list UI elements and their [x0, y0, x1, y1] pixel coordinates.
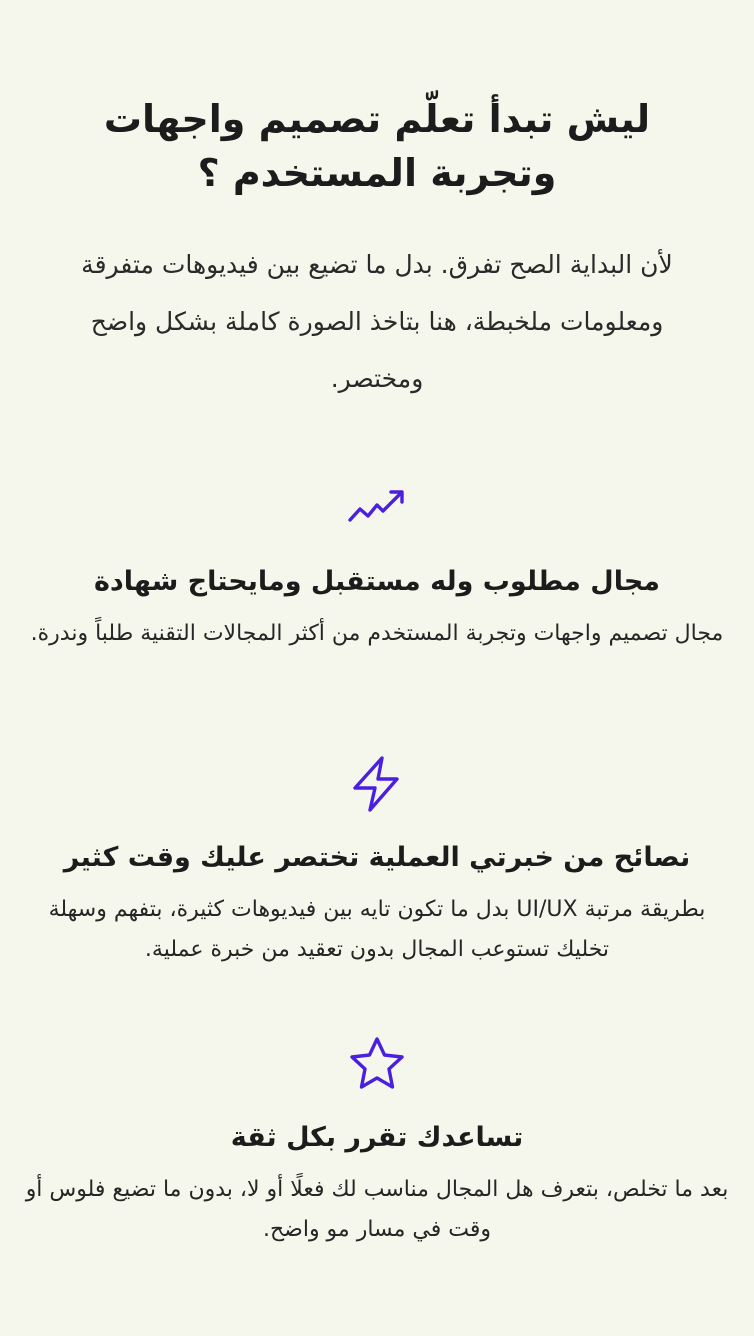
trending-up-icon	[347, 476, 407, 536]
feature-description: بطريقة مرتبة UI/UX بدل ما تكون تايه بين فيديوهات كثيرة، بتفهم وسهلة تخليك تستوعب المجال بدون تعقيد من خبرة عملية.	[48, 897, 706, 962]
feature-title: نصائح من خبرتي العملية تختصر عليك وقت كثير	[63, 842, 691, 873]
feature-description: مجال تصميم واجهات وتجربة المستخدم من أكثر المجالات التقنية طلباً وندرة.	[30, 621, 724, 646]
page-title: ليش تبدأ تعلّم تصميم واجهات وتجربة المستخدم ؟	[103, 97, 651, 195]
feature-card-confidence	[24, 1034, 730, 1250]
feature-description: بعد ما تخلص، بتعرف هل المجال مناسب لك فعلًا أو لا، بدون ما تضيع فلوس أو وقت في مسار مو واضح.	[25, 1177, 729, 1242]
feature-card-tips	[24, 754, 730, 970]
feature-card-demand	[24, 476, 730, 654]
lightning-bolt-icon	[347, 754, 407, 814]
star-icon	[347, 1034, 407, 1094]
page-subtitle: لأن البداية الصح تفرق. بدل ما تضيع بين فيديوهات متفرقة ومعلومات ملخبطة، هنا بتاخذ الصورة كاملة بشكل واضح ومختصر.	[81, 250, 673, 393]
feature-title: مجال مطلوب وله مستقبل ومايحتاج شهادة	[93, 566, 661, 597]
feature-title: تساعدك تقرر بكل ثقة	[230, 1122, 524, 1153]
